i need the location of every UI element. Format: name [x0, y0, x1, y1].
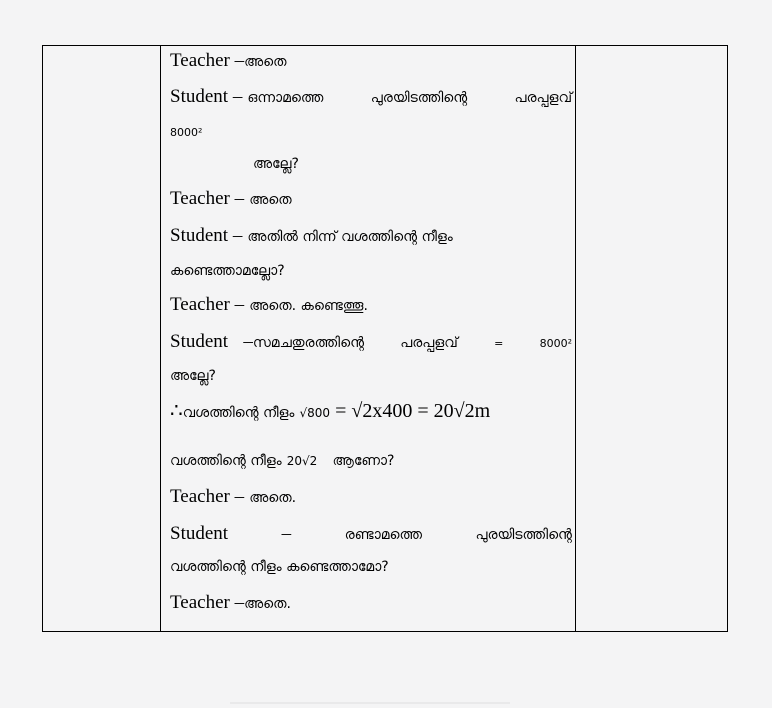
utterance-text: അതെ.	[249, 490, 297, 506]
root-expression: √800	[299, 406, 331, 420]
dialogue-line: Teacher – അതെ.	[170, 486, 297, 507]
utterance-text: കണ്ടെത്താമല്ലോ?	[170, 263, 285, 279]
dialogue-line: Teacher – അതെ. കണ്ടെത്തൂ.	[170, 294, 368, 315]
utterance-text: അതെ	[249, 192, 292, 208]
utterance-text: അതിൽ നിന്ന് വശത്തിന്റെ നീളം	[247, 229, 453, 245]
dash: –	[281, 523, 292, 544]
utterance-word: ഒന്നാമത്തെ	[247, 90, 324, 106]
dialogue-line: Student – അതിൽ നിന്ന് വശത്തിന്റെ നീളം	[170, 225, 453, 246]
speaker-label: Student	[170, 331, 229, 352]
root-value: 20√2	[286, 454, 318, 468]
speaker-label: Teacher	[170, 188, 230, 209]
speaker-label: Student	[170, 86, 229, 107]
utterance-text: അതെ.	[244, 596, 291, 612]
utterance-text: അതെ. കണ്ടെത്തൂ.	[249, 298, 368, 314]
dialogue-line	[170, 524, 572, 543]
bottom-shadow	[230, 702, 510, 704]
speaker-label: Student	[170, 523, 229, 544]
math-expression: = √2x400 = 20√2m	[335, 400, 491, 422]
utterance-word: പുരയിടത്തിന്റെ	[475, 527, 572, 543]
dialogue-line	[253, 155, 299, 171]
dialogue-line: Student –സമചതുരത്തിന്റെ പരപ്പളവ് = 8000²	[170, 331, 572, 352]
utterance-text: വശത്തിന്റെ നീളം	[182, 405, 295, 421]
utterance-word: പരപ്പളവ്	[514, 90, 572, 106]
speaker-label: Teacher	[170, 294, 230, 315]
dialogue-line: Teacher –അതെ.	[170, 592, 291, 613]
speaker-label: Teacher	[170, 592, 230, 613]
therefore-symbol: ∴	[170, 400, 183, 422]
utterance-text: അല്ലേ?	[253, 156, 299, 172]
speaker-label: Teacher	[170, 486, 230, 507]
column-divider-left	[160, 46, 161, 631]
utterance-text: അതെ	[244, 54, 287, 70]
speaker-label: Student	[170, 225, 229, 246]
dialogue-line	[170, 262, 285, 278]
column-divider-right	[575, 46, 576, 631]
utterance-text: വശത്തിന്റെ നീളം കണ്ടെത്താമോ?	[170, 559, 389, 575]
dialogue-line	[170, 558, 389, 574]
dialogue-line	[170, 452, 394, 468]
speaker-label: Teacher	[170, 50, 230, 71]
lesson-table	[42, 45, 728, 632]
equals-sign: =	[494, 337, 504, 350]
utterance-word: രണ്ടാമത്തെ	[344, 527, 422, 543]
dialogue-line	[170, 123, 202, 139]
utterance-text: വശത്തിന്റെ നീളം	[170, 453, 282, 469]
utterance-word: പരപ്പളവ്	[400, 335, 458, 351]
utterance-word: സമചതുരത്തിന്റെ	[252, 335, 365, 351]
dialogue-line: Teacher – അതെ	[170, 188, 292, 209]
utterance-text: അല്ലേ?	[170, 368, 216, 384]
dialogue-line: Student – ഒന്നാമത്തെ പുരയിടത്തിന്റെ പരപ്പളവ്	[170, 86, 572, 107]
dialogue-line: Teacher –അതെ	[170, 50, 287, 71]
dialogue-line	[170, 401, 490, 421]
dialogue-line	[170, 367, 216, 383]
utterance-word: പുരയിടത്തിന്റെ	[370, 90, 468, 106]
area-value: 8000²	[170, 126, 203, 139]
area-value: 8000²	[539, 337, 572, 350]
utterance-text: ആണോ?	[332, 453, 395, 469]
